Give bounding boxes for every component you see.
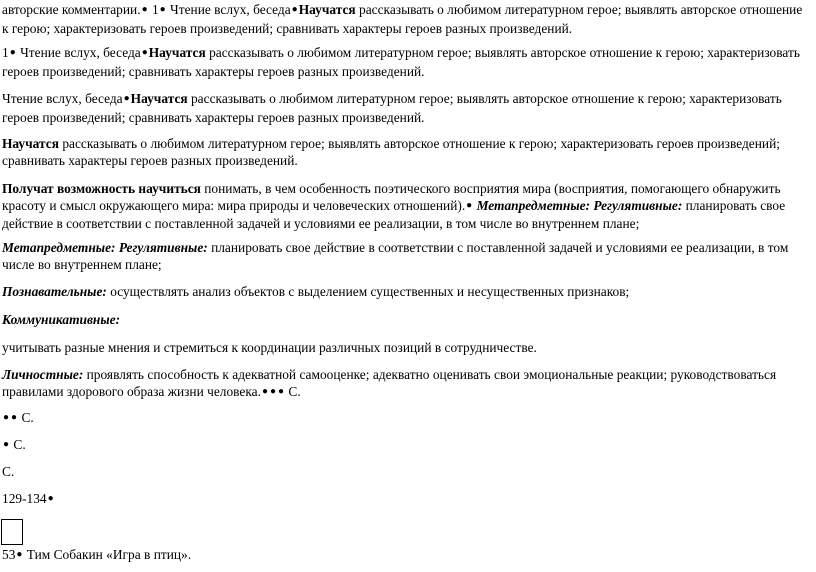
- bullet-icon: ●: [466, 199, 473, 211]
- bold-label: Научатся: [130, 91, 188, 106]
- paragraph-1: авторские комментарии.● 1● Чтение вслух, беседа●Научатся рассказывать о любимом литературном герое; выявлять авторское отношение к герою; характеризовать героев произведений; сравнивать характеры героев разных произведений.: [2, 2, 803, 36]
- bold-italic-label: Метапредметные: Регулятивные:: [2, 240, 208, 255]
- paragraph-13: С.: [2, 464, 15, 479]
- bullet-icon: ●: [141, 4, 148, 15]
- paragraph-9: учитывать разные мнения и стремиться к координации различных позиций в сотрудничестве.: [2, 340, 537, 355]
- bullet-icon: ●: [123, 93, 130, 104]
- paragraph-2: 1● Чтение вслух, беседа●Научатся рассказывать о любимом литературном герое; выявлять авторское отношение к герою; характеризовать героев произведений; сравнивать характеры героев разных произведений.: [2, 45, 800, 79]
- bold-label: Научатся: [2, 136, 59, 151]
- bullet-icon: ●: [47, 493, 54, 504]
- paragraph-4: Научатся рассказывать о любимом литературном герое; выявлять авторское отношение к герою; характеризовать героев произведений; сравнивать характеры героев разных произведений.: [2, 136, 780, 168]
- bold-label: Получат возможность научиться: [2, 181, 201, 196]
- paragraph-11: ● ● С.: [3, 410, 34, 425]
- bold-italic-label: Познавательные:: [2, 284, 107, 299]
- bullet-icon: ●: [9, 47, 16, 58]
- bullet-icon: ●: [141, 47, 148, 58]
- bold-italic-label: Метапредметные: Регулятивные:: [473, 197, 683, 213]
- paragraph-6: Метапредметные: Регулятивные: планировать свое действие в соответствии с поставленной задачей и условиями ее реализации, в том числе во внутреннем плане;: [2, 240, 789, 272]
- bullet-icon: ●: [278, 385, 285, 397]
- paragraph-5: Получат возможность научиться понимать, в чем особенность поэтического восприятия мира (восприятия, помогающего обнаружить красоту и смысл окружающего мира: мира природы и человеческих отношений).● Метапредметные: Регулятивные: планировать свое действие в соответствии с поставленной задачей и условиями ее реализации, в том числе во внутреннем плане;: [2, 181, 786, 232]
- empty-box-placeholder: [1, 519, 23, 545]
- bullet-icon: ●: [269, 385, 277, 397]
- bullet-icon: ●: [291, 4, 298, 15]
- paragraph-15: 53● Тим Собакин «Игра в птиц».: [2, 547, 192, 562]
- bold-italic-label: Личностные:: [2, 367, 84, 382]
- paragraph-7: Познавательные: осуществлять анализ объектов с выделением существенных и несущественных признаков;: [2, 284, 630, 299]
- paragraph-10: Личностные: проявлять способность к адекватной самооценке; адекватно оценивать свои эмоциональные реакции; руководствоваться правилами здорового образа жизни человека.● ● ● С.: [2, 367, 777, 399]
- bullet-icon: ●: [11, 412, 18, 423]
- bullet-icon: ●: [159, 4, 166, 15]
- bold-label: Научатся: [298, 2, 356, 17]
- bullet-icon: ●: [3, 439, 10, 450]
- bold-label: Научатся: [148, 45, 206, 60]
- paragraph-14: 129-134●: [2, 491, 54, 506]
- bold-italic-label: Коммуникативные:: [2, 312, 121, 327]
- paragraph-8: [2, 312, 810, 329]
- bullet-icon: ●: [261, 385, 268, 397]
- bullet-icon: ●: [16, 549, 23, 560]
- bullet-icon: ●: [3, 412, 10, 423]
- paragraph-12: ● С.: [3, 437, 26, 452]
- paragraph-3: Чтение вслух, беседа●Научатся рассказывать о любимом литературном герое; выявлять авторское отношение к герою; характеризовать героев произведений; сравнивать характеры героев разных произведений.: [2, 91, 782, 125]
